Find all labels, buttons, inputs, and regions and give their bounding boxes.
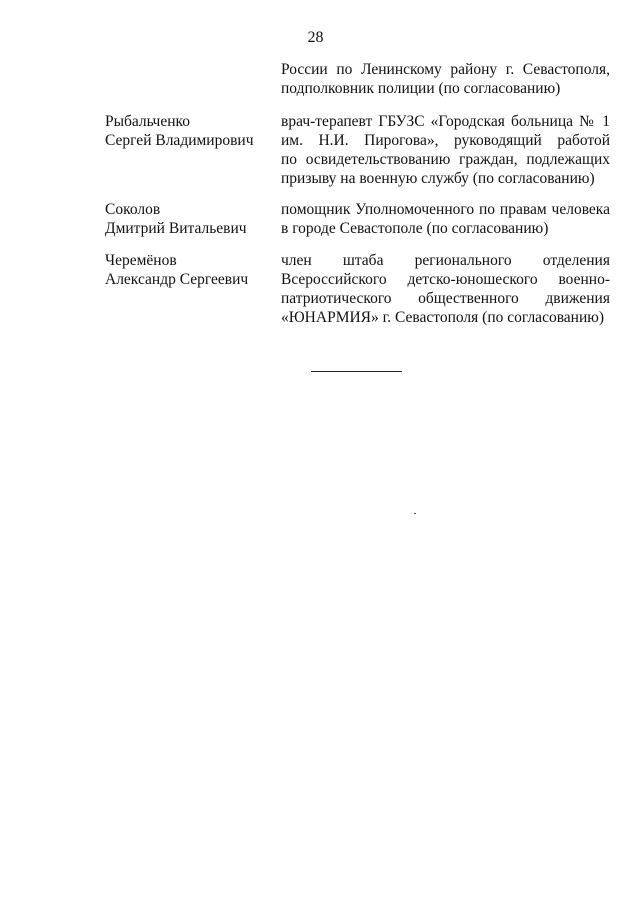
role-line: патриотического общественного движения: [281, 290, 610, 307]
member-surname: Рыбальченко: [105, 113, 191, 130]
role-line: им. Н.И. Пирогова», руководящий работой: [281, 132, 610, 149]
role-line: член штаба регионального отделения: [281, 252, 610, 269]
member-surname: Черемёнов: [105, 252, 177, 269]
member-role: [281, 112, 610, 188]
role-line: призыву на военную службу (по согласованию): [281, 170, 595, 187]
member-role: [281, 200, 610, 238]
role-line: врач-терапевт ГБУЗС «Городская больница № 1: [281, 113, 610, 130]
member-role: [281, 251, 610, 327]
role-line: «ЮНАРМИЯ» г. Севастополя (по согласованию): [281, 309, 605, 326]
page-number: 28: [307, 29, 324, 46]
role-line: по освидетельствованию граждан, подлежащих: [281, 151, 610, 168]
role-line: подполковник полиции (по согласованию): [281, 80, 561, 97]
member-surname: Соколов: [105, 201, 161, 218]
end-divider-line: [311, 371, 402, 372]
role-line: России по Ленинскому району г. Севастополя,: [281, 61, 610, 78]
role-line: в городе Севастополе (по согласованию): [281, 220, 549, 237]
role-line: помощник Уполномоченного по правам человека: [281, 201, 610, 218]
role-line: Всероссийского детско-юношеского военно-: [281, 271, 610, 288]
member-name: [105, 112, 275, 150]
member-given-names: Сергей Владимирович: [105, 132, 254, 149]
member-given-names: Александр Сергеевич: [105, 271, 249, 288]
member-name: [105, 251, 275, 289]
continuation-role: [281, 60, 610, 98]
scan-speck: [414, 513, 416, 514]
member-given-names: Дмитрий Витальевич: [105, 220, 247, 237]
member-name: [105, 200, 275, 238]
